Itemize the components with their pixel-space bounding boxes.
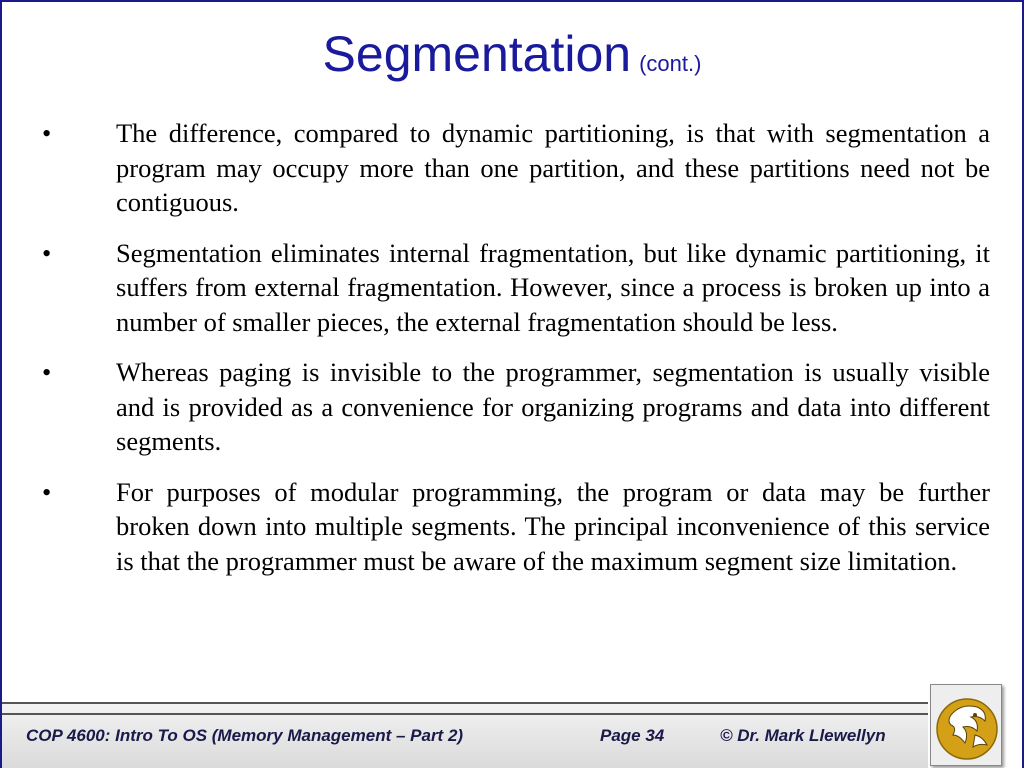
bullet-item xyxy=(42,475,990,579)
bullet-marker: • xyxy=(42,476,52,507)
footer-divider xyxy=(2,713,928,715)
bullet-text: Segmentation eliminates internal fragmentation, but like dynamic partitioning, it suffers from external fragmentation. However, since a process is broken up into a number of smaller pieces, the external fragmentation should be less. xyxy=(116,237,990,337)
ucf-pegasus-logo-icon xyxy=(930,684,1002,766)
footer-author: © Dr. Mark Llewellyn xyxy=(720,726,886,745)
bullet-list xyxy=(42,116,990,594)
pegasus-logo-graphic xyxy=(931,685,1001,765)
slide-title-block xyxy=(2,24,1022,84)
bullet-marker: • xyxy=(42,118,52,148)
bullet-text: Whereas paging is invisible to the programmer, segmentation is usually visible and is provided as a convenience for organizing programs and data into different segments. xyxy=(116,357,990,456)
footer-page-number: Page 34 xyxy=(600,726,665,745)
footer-course: COP 4600: Intro To OS (Memory Management – Part 2) xyxy=(26,726,464,745)
bullet-text: The difference, compared to dynamic partitioning, is that with segmentation a program may occupy more than one partition, and these partitions need not be contiguous. xyxy=(116,118,990,217)
bullet-item xyxy=(42,355,990,459)
slide-subtitle: (cont.) xyxy=(639,51,702,76)
bullet-item xyxy=(42,116,990,220)
slide-title: Segmentation xyxy=(322,26,632,82)
bullet-text: For purposes of modular programming, the program or data may be further broken down into multiple segments. The principal inconvenience of this service is that the programmer must be aware of the maximum segment size limitation. xyxy=(116,476,990,576)
bullet-marker: • xyxy=(42,357,52,387)
bullet-marker: • xyxy=(42,237,52,268)
bullet-item xyxy=(42,236,990,340)
